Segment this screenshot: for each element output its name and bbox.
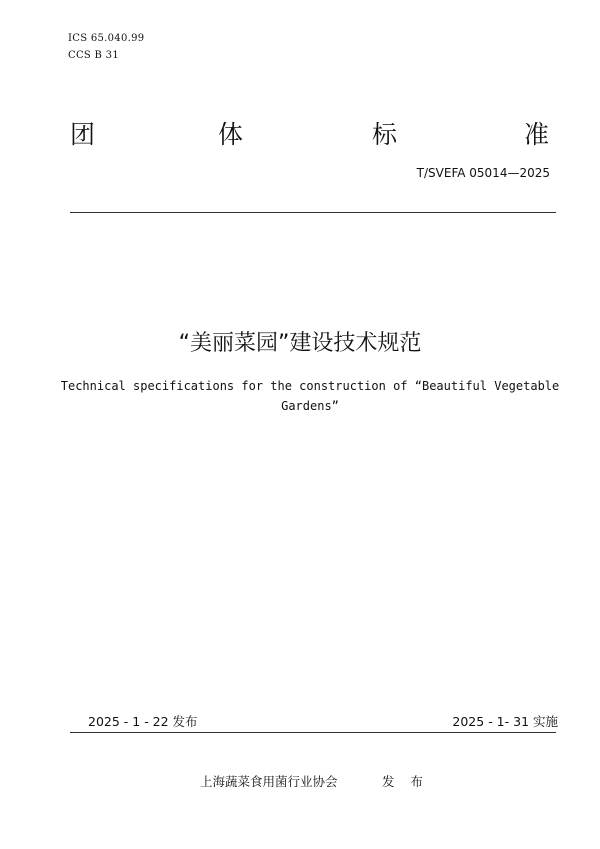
footer-divider [70, 732, 556, 733]
standard-type-char-2: 体 [218, 120, 244, 149]
standard-type-char-4: 准 [524, 120, 550, 149]
english-title: Technical specifications for the construction of “Beautiful Vegetable Gardens” [60, 379, 560, 413]
header-divider [70, 212, 556, 213]
publish-date: 2025 - 1 - 22 发布 [88, 714, 198, 729]
standard-type-char-3: 标 [372, 120, 398, 149]
ics-code: ICS 65.040.99 [68, 33, 145, 44]
chinese-title: “美丽菜园”建设技术规范 [178, 331, 422, 356]
implementation-date: 2025 - 1- 31 实施 [452, 714, 558, 729]
ccs-code: CCS B 31 [68, 50, 119, 61]
standard-code: T/SVEFA 05014—2025 [416, 166, 550, 180]
publish-label: 发 布 [382, 774, 429, 789]
standard-type-char-1: 团 [70, 120, 96, 149]
publisher-name: 上海蔬菜食用菌行业协会 [200, 774, 338, 789]
